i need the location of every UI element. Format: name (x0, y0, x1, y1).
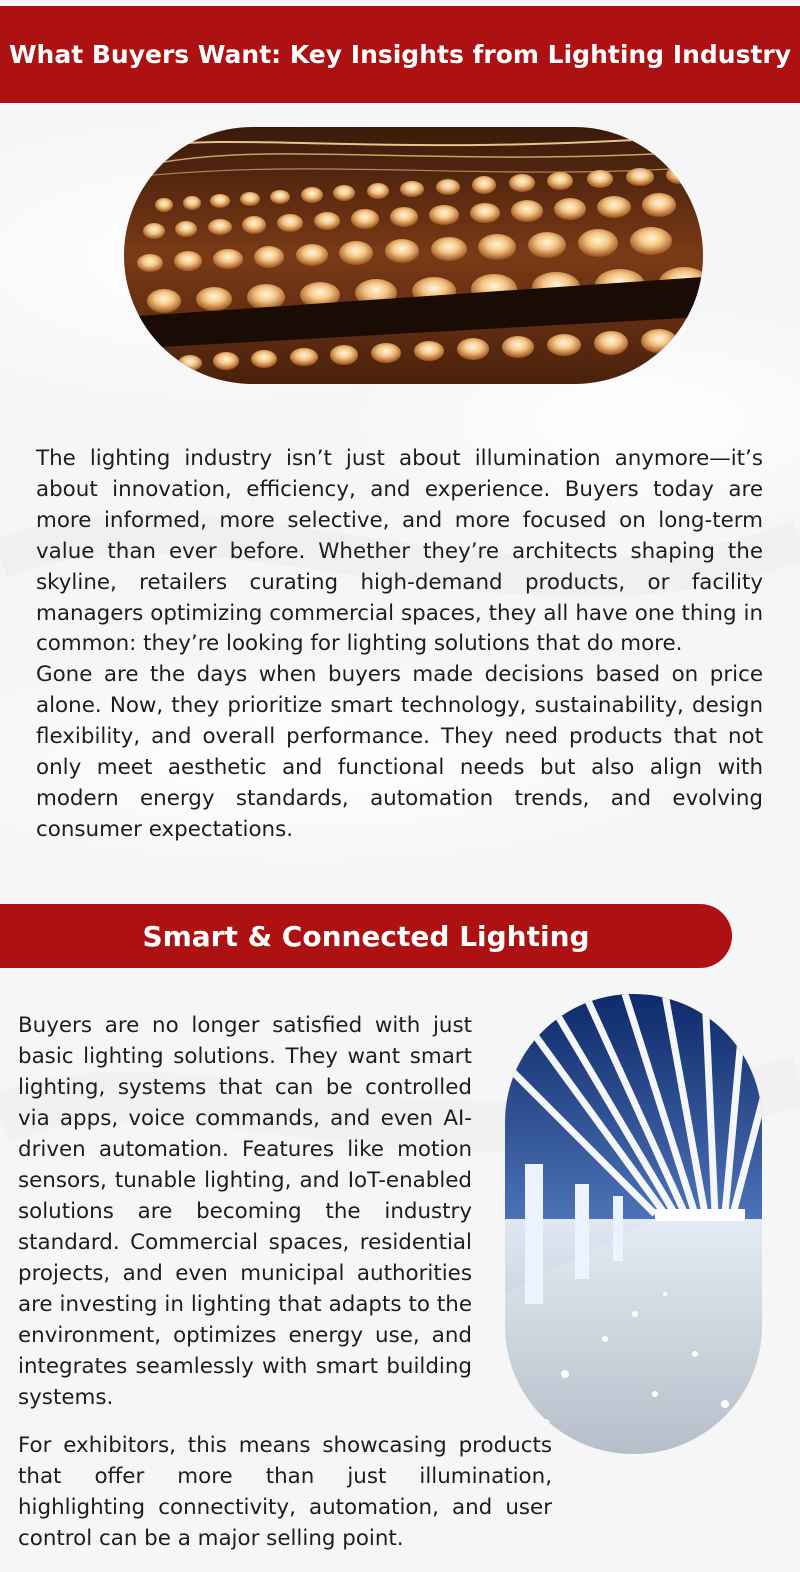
intro-paragraph-1: The lighting industry isn’t just about illumination anymore—it’s about innovation, efficiency, and experience. Buyers today are more informed, more selective, and more focused on long-term value than ever before. Whether they’re architects shaping the skyline, retailers curating high-demand products, or facility managers optimizing commercial spaces, they all have one thing in common: they’re looking for lighting solutions that do more. (36, 446, 763, 657)
section-heading: Smart & Connected Lighting (142, 919, 590, 953)
ceiling-lights-illustration (505, 994, 762, 1454)
title-banner (0, 6, 800, 103)
intro-paragraph-2: Gone are the days when buyers made decisions based on price alone. Now, they prioritize smart technology, sustainability, design flexibility, and overall performance. They need products that not only meet aesthetic and functional needs but also align with modern energy standards, automation trends, and evolving consumer expectations. (36, 662, 763, 842)
ceiling-lights-hall-image (505, 994, 762, 1454)
led-bulbs-illustration (124, 127, 703, 384)
section-paragraph-2: For exhibitors, this means showcasing products that offer more than just illumination, highlighting connectivity, automation, and user control can be a major selling point. (18, 1433, 552, 1551)
led-bulbs-image (124, 127, 703, 384)
section-text-continued (18, 1430, 552, 1554)
section-paragraph-1: Buyers are no longer satisfied with just basic lighting solutions. They want smart lighting, systems that can be controlled via apps, voice commands, and even AI-driven automation. Features like motion sensors, tunable lighting, and IoT-enabled solutions are becoming the industry standard. Commercial spaces, residential projects, and even municipal authorities are investing in lighting that adapts to the environment, optimizes energy use, and integrates seamlessly with smart building systems. (18, 1013, 472, 1410)
page-title: What Buyers Want: Key Insights from Lighting Industry (8, 40, 792, 69)
section-banner (0, 904, 732, 968)
intro-text (36, 444, 763, 846)
section-text (18, 1010, 472, 1413)
